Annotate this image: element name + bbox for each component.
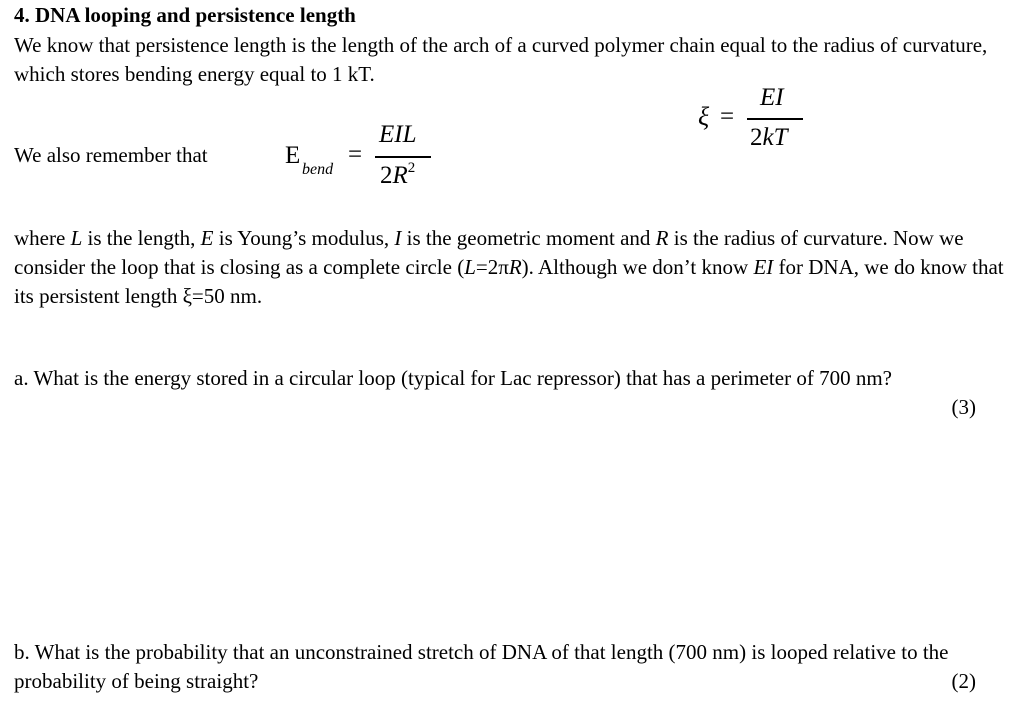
xi-denominator-var: kT <box>762 124 788 151</box>
fraction-bar <box>747 118 803 120</box>
question-a-marks: (3) <box>951 395 976 419</box>
var-R: R <box>655 226 669 250</box>
fraction-bar <box>375 156 431 158</box>
xi-numerator: EI <box>760 84 784 111</box>
bend-denominator-coef: 2 <box>380 162 393 189</box>
definitions-paragraph: where L is the length, E is Young’s modulus, I is the geometric moment and R is the radius of curvature. Now we consider the loop that is closing as a complete circle (L=2πR). Although we don’t know EI for DNA, we do know that its persistent length ξ=50 nm. <box>14 226 1004 308</box>
var-I: I <box>394 226 402 250</box>
var-R-circle: R <box>508 255 522 279</box>
bending-energy-equation <box>285 118 445 198</box>
xi-denominator <box>750 123 788 152</box>
energy-subscript: bend <box>302 161 334 178</box>
bend-numerator: EIL <box>379 121 417 148</box>
intro-paragraph: We know that persistence length is the length of the arch of a curved polymer chain equal to the radius of curvature, which stores bending energy equal to 1 kT. <box>14 33 988 86</box>
question-b-marks: (2) <box>951 669 976 693</box>
remember-text: We also remember that <box>14 143 208 167</box>
bend-denominator <box>380 161 415 194</box>
xi-denominator-coef: 2 <box>750 124 763 151</box>
question-b: b. What is the probability that an unconstrained stretch of DNA of that length (700 nm) is looped relative to the probability of being straight? <box>14 640 949 693</box>
equals-sign: = <box>348 141 363 168</box>
var-EI: EI <box>753 255 774 279</box>
section-title: 4. DNA looping and persistence length <box>14 3 356 27</box>
persistence-length-equation <box>698 80 818 160</box>
question-a: a. What is the energy stored in a circular loop (typical for Lac repressor) that has a perimeter of 700 nm? <box>14 366 892 390</box>
xi-symbol: ξ <box>698 102 710 131</box>
var-E: E <box>200 226 214 250</box>
var-L: L <box>70 226 83 250</box>
energy-symbol: E <box>285 142 301 169</box>
var-L-circle: L <box>464 255 476 279</box>
bend-denominator-exponent: 2 <box>407 160 416 176</box>
equals-sign: = <box>720 103 735 130</box>
bend-denominator-var: R <box>392 162 408 189</box>
